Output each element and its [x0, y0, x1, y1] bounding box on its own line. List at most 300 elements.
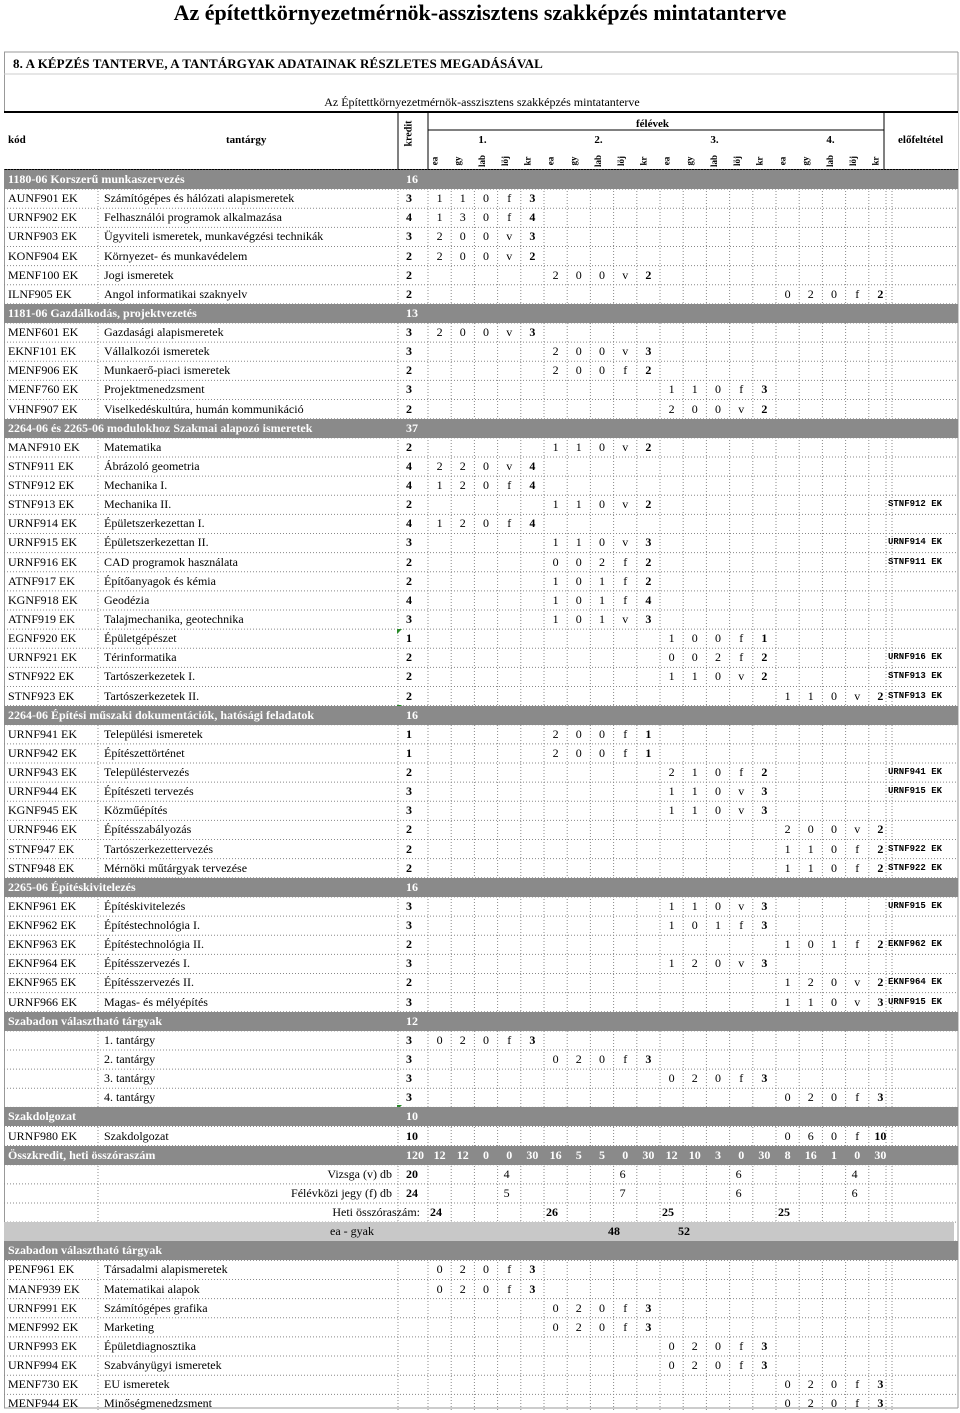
semester-cell: 2: [691, 956, 698, 971]
section-title: 8. A KÉPZÉS TANTERVE, A TANTÁRGYAK ADATAINAK RÉSZLETES MEGADÁSÁVAL: [13, 56, 543, 71]
semester-cell: f: [507, 210, 512, 225]
credit-value: 10: [406, 1128, 418, 1143]
table-row: [4, 361, 958, 380]
semester-cell: 0: [552, 554, 559, 569]
exam-count-value: 4: [503, 1166, 510, 1181]
subject-code: URNF942 EK: [8, 745, 78, 760]
semester-cell: 2: [459, 516, 466, 531]
semester-cell: 2: [691, 1071, 698, 1086]
elective-title: Szabadon választható tárgyak: [8, 1243, 163, 1258]
table-row: [4, 897, 958, 916]
semester-cell: 0: [598, 267, 605, 282]
sub-header-gy: gy: [568, 156, 579, 166]
semester-cell: v: [738, 898, 745, 913]
credit-value: 16: [406, 879, 418, 894]
semester-cell: 2: [691, 1358, 698, 1373]
semester-cell: 3: [877, 1377, 884, 1392]
prerequisite-code: STNF911 EK: [888, 556, 943, 567]
elective-row: [4, 1356, 958, 1375]
weekly-hours-label: Heti összóraszám:: [332, 1205, 420, 1220]
prerequisite-code: EKNF962 EK: [888, 939, 943, 950]
subject-code: EKNF962 EK: [8, 918, 77, 933]
semester-cell: 0: [784, 1377, 791, 1392]
table-row: [4, 514, 958, 533]
semester-cell: 0: [575, 344, 582, 359]
subject-code: AUNF901 EK: [8, 191, 78, 206]
elective-row: [4, 1394, 958, 1413]
table-row: [4, 266, 958, 285]
semester-cell: 2: [691, 1338, 698, 1353]
table-row: [4, 1050, 958, 1069]
semester-cell: 1: [784, 975, 791, 990]
semester-cell: 1: [784, 841, 791, 856]
sub-header-lab: lab: [593, 154, 604, 168]
weekly-hours-value: 26: [546, 1205, 558, 1220]
semester-cell: 0: [714, 382, 721, 397]
term-grade-count-value: 7: [619, 1185, 626, 1200]
subject-code: VHNF907 EK: [8, 401, 78, 416]
semester-cell: 16: [549, 1147, 562, 1162]
credit-value: 3: [406, 1051, 412, 1066]
semester-cell: 0: [482, 458, 489, 473]
sub-header-ea: ea: [545, 156, 556, 166]
semester-cell: 3: [761, 956, 768, 971]
subject-name: Vállalkozói ismeretek: [104, 344, 210, 359]
subject-name: Ügyviteli ismeretek, munkavégzési technikák: [104, 229, 324, 244]
semester-cell: 0: [784, 1090, 791, 1105]
semester-cell: 1: [830, 937, 837, 952]
credit-value: 2: [406, 975, 412, 990]
semester-cell: 0: [575, 726, 582, 741]
subject-code: KGNF918 EK: [8, 592, 78, 607]
subject-code: STNF923 EK: [8, 688, 75, 703]
semester-cell: 2: [761, 650, 768, 665]
semester-cell: 0: [714, 956, 721, 971]
table-row: [4, 285, 958, 304]
semester-cell: 0: [714, 784, 721, 799]
semester-cell: v: [506, 458, 513, 473]
semester-cell: 1: [691, 382, 698, 397]
term-grade-count-value: 5: [503, 1185, 510, 1200]
semester-cell: 3: [761, 1071, 768, 1086]
semester-cell: 3: [645, 1319, 652, 1334]
table-row: [4, 1088, 958, 1107]
subject-code: MENF100 EK: [8, 267, 79, 282]
credit-value: 4: [406, 592, 412, 607]
subject-code: URNF993 EK: [8, 1338, 78, 1353]
semester-cell: 0: [552, 1319, 559, 1334]
subject-name: Tartószerkezetek I.: [104, 669, 196, 684]
semester-cell: 3: [529, 1262, 536, 1277]
subject-code: MENF730 EK: [8, 1377, 79, 1392]
subject-name: Építésszervezés II.: [104, 975, 194, 990]
semester-cell: f: [739, 918, 744, 933]
credit-value: 2: [406, 554, 412, 569]
semester-cell: 2: [668, 401, 675, 416]
semester-cell: 2: [807, 1396, 814, 1411]
semester-cell: 0: [459, 325, 466, 340]
semester-cell: 3: [529, 191, 536, 206]
semester-header: 4.: [826, 134, 835, 146]
semester-cell: 4: [529, 458, 536, 473]
semester-cell: 1: [691, 765, 698, 780]
semester-cell: 12: [433, 1147, 446, 1162]
subject-code: URNF980 EK: [8, 1128, 78, 1143]
semester-cell: 2: [436, 458, 443, 473]
semester-cell: 8: [784, 1147, 791, 1162]
subject-name: Geodézia: [104, 592, 150, 607]
semester-cell: 0: [784, 1396, 791, 1411]
semester-cell: 0: [668, 1358, 675, 1373]
table-row: [4, 725, 958, 744]
semester-cell: 3: [529, 1032, 536, 1047]
table-row: [4, 763, 958, 782]
semester-cell: 0: [598, 363, 605, 378]
semester-cell: 1: [807, 994, 814, 1009]
elective-row: [4, 1280, 958, 1299]
sub-header-ea: ea: [661, 156, 672, 166]
semester-header: 3.: [710, 134, 719, 146]
semester-cell: 0: [830, 860, 837, 875]
semester-cell: f: [855, 937, 860, 952]
table-row: [4, 380, 958, 399]
semester-cell: 0: [575, 745, 582, 760]
module-title: 1181-06 Gazdálkodás, projektvezetés: [8, 305, 197, 320]
semester-cell: 2: [645, 573, 652, 588]
semester-cell: 0: [482, 248, 489, 263]
semester-cell: 0: [691, 650, 698, 665]
credit-value: 2: [406, 822, 412, 837]
semester-cell: v: [738, 803, 745, 818]
semester-cell: 1: [807, 860, 814, 875]
table-row: [4, 208, 958, 227]
exam-count-value: 6: [735, 1166, 742, 1181]
table-row: [4, 553, 958, 572]
elective-row: [4, 1299, 958, 1318]
semester-cell: 1: [552, 611, 559, 626]
module-header-row: [4, 878, 958, 897]
module-title: 2264-06 és 2265-06 modulokhoz Szakmai alapozó ismeretek: [8, 420, 313, 435]
semester-cell: 0: [714, 1358, 721, 1373]
semester-cell: 3: [877, 994, 884, 1009]
semester-cell: 2: [877, 860, 884, 875]
semester-cell: 0: [622, 1147, 629, 1162]
table-row: [4, 457, 958, 476]
semester-cell: v: [506, 229, 513, 244]
semester-cell: 3: [645, 611, 652, 626]
subject-code: [8, 1069, 102, 1088]
table-row: [4, 687, 958, 706]
subject-name: Épületszerkezettan II.: [104, 535, 209, 550]
prerequisite-code: URNF915 EK: [888, 786, 943, 797]
semester-cell: f: [623, 554, 628, 569]
credit-value: 16: [406, 707, 418, 722]
semester-cell: 4: [645, 592, 652, 607]
semester-cell: 3: [877, 1396, 884, 1411]
sub-header-kr: kr: [754, 156, 765, 166]
semester-cell: 1: [668, 382, 675, 397]
prerequisite-code: STNF912 EK: [888, 499, 943, 510]
header-tantargy: tantárgy: [226, 134, 267, 146]
credit-value: 3: [406, 803, 412, 818]
semester-cell: 1: [830, 1147, 837, 1162]
module-header-row: [4, 419, 958, 438]
semester-cell: f: [855, 1396, 860, 1411]
semester-cell: f: [623, 1300, 628, 1315]
semester-cell: f: [739, 631, 744, 646]
semester-cell: 0: [598, 1051, 605, 1066]
semester-cell: 1: [668, 669, 675, 684]
semester-cell: 1: [807, 688, 814, 703]
prerequisite-code: URNF915 EK: [888, 900, 943, 911]
semester-cell: f: [623, 592, 628, 607]
credit-value: 16: [406, 172, 418, 186]
semester-cell: 0: [482, 516, 489, 531]
semester-cell: 0: [714, 669, 721, 684]
prerequisite-code: URNF941 EK: [888, 767, 943, 778]
sub-header-kr: kr: [522, 156, 533, 166]
semester-cell: 3: [761, 784, 768, 799]
elective-row: [4, 1375, 958, 1394]
semester-cell: 1: [598, 611, 605, 626]
subject-code: EKNF101 EK: [8, 344, 77, 359]
table-row: [4, 610, 958, 629]
semester-cell: 2: [552, 745, 559, 760]
exam-count-total: 20: [406, 1166, 418, 1181]
subject-name: Marketing: [104, 1319, 154, 1334]
subject-code: URNF943 EK: [8, 765, 78, 780]
subject-code: KGNF945 EK: [8, 803, 78, 818]
semester-cell: f: [739, 765, 744, 780]
subject-name: Közműépítés: [104, 803, 168, 818]
semester-cell: 2: [807, 1090, 814, 1105]
credit-value: 3: [406, 1090, 412, 1105]
subject-code: MANF910 EK: [8, 439, 80, 454]
semester-cell: 5: [575, 1147, 582, 1162]
table-row: [4, 782, 958, 801]
semester-cell: 1: [552, 497, 559, 512]
header-felevek: félévek: [636, 118, 669, 130]
semester-cell: f: [855, 1090, 860, 1105]
credit-value: 3: [406, 382, 412, 397]
sub-header-ea: ea: [777, 156, 788, 166]
semester-cell: 2: [714, 650, 721, 665]
semester-cell: 2: [459, 1032, 466, 1047]
semester-cell: 0: [784, 1128, 791, 1143]
semester-cell: 0: [714, 631, 721, 646]
semester-cell: 3: [714, 1147, 721, 1162]
subject-name: Építésszervezés I.: [104, 956, 190, 971]
semester-cell: 1: [691, 803, 698, 818]
semester-cell: f: [739, 1338, 744, 1353]
subject-name: Épületgépészet: [104, 631, 177, 646]
credit-value: 2: [406, 573, 412, 588]
subject-name: Épületszerkezettan I.: [104, 516, 205, 531]
semester-cell: 2: [645, 267, 652, 282]
credit-value: 1: [406, 745, 412, 760]
subject-code: URNF966 EK: [8, 994, 78, 1009]
semester-cell: 12: [665, 1147, 678, 1162]
subject-name: Gazdasági alapismeretek: [104, 325, 224, 340]
table-row: [4, 820, 958, 839]
semester-cell: 0: [506, 1147, 513, 1162]
semester-cell: v: [622, 344, 629, 359]
semester-cell: 0: [807, 822, 814, 837]
credit-value: 3: [406, 1071, 412, 1086]
semester-cell: 1: [784, 937, 791, 952]
module-title: 2265-06 Építéskivitelezés: [8, 879, 136, 894]
credit-value: 2: [406, 363, 412, 378]
table-row: [4, 916, 958, 935]
credit-value: 12: [406, 1013, 418, 1028]
semester-cell: 0: [575, 554, 582, 569]
semester-cell: 0: [575, 573, 582, 588]
table-row: [4, 629, 958, 648]
semester-cell: 0: [830, 822, 837, 837]
semester-cell: f: [855, 841, 860, 856]
semester-cell: v: [854, 688, 861, 703]
semester-cell: v: [854, 822, 861, 837]
semester-cell: 30: [758, 1147, 771, 1162]
semester-cell: 2: [645, 497, 652, 512]
credit-value: 2: [406, 860, 412, 875]
exam-count-value: 4: [851, 1166, 858, 1181]
semester-cell: 0: [830, 1377, 837, 1392]
subject-code: STNF912 EK: [8, 478, 75, 493]
semester-cell: 2: [877, 841, 884, 856]
table-row: [4, 247, 958, 266]
semester-cell: f: [507, 1262, 512, 1277]
subject-name: Magas- és mélyépítés: [104, 994, 208, 1009]
subject-name: Mechanika II.: [104, 497, 172, 512]
semester-cell: 2: [459, 1262, 466, 1277]
semester-cell: 0: [830, 688, 837, 703]
subject-code: EGNF920 EK: [8, 631, 77, 646]
subject-code: [8, 1031, 102, 1050]
subject-code: STNF922 EK: [8, 669, 75, 684]
prerequisite-code: STNF922 EK: [888, 843, 943, 854]
subject-code: KONF904 EK: [8, 248, 78, 263]
semester-cell: 3: [761, 898, 768, 913]
module-title: Szakdolgozat: [8, 1109, 77, 1124]
subject-name: Felhasználói programok alkalmazása: [104, 210, 282, 225]
semester-cell: 0: [482, 229, 489, 244]
sub-header-kr: kr: [870, 156, 881, 166]
semester-cell: f: [739, 1071, 744, 1086]
semester-cell: 0: [459, 248, 466, 263]
term-grade-count-value: 6: [735, 1185, 742, 1200]
credit-value: 2: [406, 650, 412, 665]
semester-cell: 0: [598, 497, 605, 512]
header-kod: kód: [8, 134, 26, 146]
sub-header-löj: löj: [847, 156, 858, 166]
semester-cell: 2: [645, 554, 652, 569]
subject-name: Települési ismeretek: [104, 726, 203, 741]
semester-cell: 0: [482, 1032, 489, 1047]
semester-cell: 2: [575, 1300, 582, 1315]
subject-code: URNF946 EK: [8, 822, 78, 837]
semester-cell: 0: [459, 229, 466, 244]
subject-name: Építésszabályozás: [104, 822, 192, 837]
table-row: [4, 667, 958, 686]
weekly-hours-value: 25: [662, 1205, 674, 1220]
credit-value: 2: [406, 937, 412, 952]
credit-value: 2: [406, 267, 412, 282]
sub-header-löj: löj: [731, 156, 742, 166]
semester-cell: 3: [761, 918, 768, 933]
semester-cell: 1: [668, 631, 675, 646]
semester-cell: 3: [645, 1051, 652, 1066]
subject-name: Számítógépes és hálózati alapismeretek: [104, 191, 295, 206]
table-row: [4, 495, 958, 514]
exam-count-label: Vizsga (v) db: [327, 1166, 392, 1181]
prerequisite-code: URNF916 EK: [888, 652, 943, 663]
semester-cell: 30: [526, 1147, 539, 1162]
weekly-hours-value: 24: [430, 1205, 442, 1220]
semester-cell: v: [506, 325, 513, 340]
semester-cell: 0: [830, 975, 837, 990]
prerequisite-code: STNF922 EK: [888, 862, 943, 873]
semester-cell: 2: [459, 478, 466, 493]
semester-cell: 30: [874, 1147, 887, 1162]
subject-name: Településtervezés: [104, 765, 190, 780]
semester-cell: 1: [668, 803, 675, 818]
semester-cell: 2: [645, 439, 652, 454]
table-row: [4, 342, 958, 361]
prerequisite-code: URNF914 EK: [888, 537, 943, 548]
sub-header-gy: gy: [684, 156, 695, 166]
subject-code: [8, 1050, 102, 1069]
semester-cell: 1: [575, 535, 582, 550]
semester-cell: 1: [552, 535, 559, 550]
semester-cell: v: [854, 975, 861, 990]
prerequisite-code: STNF913 EK: [888, 690, 943, 701]
subject-name: Tartószerkezettervezés: [104, 841, 214, 856]
credit-value: 3: [406, 229, 412, 244]
semester-cell: 1: [552, 592, 559, 607]
semester-cell: 1: [598, 592, 605, 607]
semester-cell: f: [507, 478, 512, 493]
semester-cell: 0: [830, 1090, 837, 1105]
subject-name: 2. tantárgy: [104, 1051, 156, 1066]
module-title: Szabadon választható tárgyak: [8, 1013, 163, 1028]
subject-name: Projektmenedzsment: [104, 382, 205, 397]
subject-name: Szakdolgozat: [104, 1128, 169, 1143]
table-row: [4, 859, 958, 878]
subject-code: STNF911 EK: [8, 458, 74, 473]
semester-cell: 0: [598, 439, 605, 454]
subject-code: EKNF961 EK: [8, 898, 77, 913]
subject-code: URNF902 EK: [8, 210, 78, 225]
semester-cell: 0: [482, 478, 489, 493]
credit-value: 2: [406, 286, 412, 301]
subject-name: Épületdiagnosztika: [104, 1338, 196, 1353]
semester-cell: v: [738, 669, 745, 684]
semester-cell: 0: [598, 726, 605, 741]
semester-cell: 3: [459, 210, 466, 225]
credit-value: 4: [406, 516, 412, 531]
table-row: [4, 189, 958, 208]
semester-cell: f: [855, 1377, 860, 1392]
table-row: [4, 840, 958, 859]
table-title: Az Építettkörnyezetmérnök-asszisztens szakképzés mintatanterve: [324, 95, 640, 109]
semester-cell: 0: [598, 1300, 605, 1315]
semester-cell: 1: [784, 688, 791, 703]
semester-cell: 1: [668, 898, 675, 913]
semester-cell: 0: [552, 1051, 559, 1066]
subject-code: PENF961 EK: [8, 1262, 75, 1277]
prerequisite-code: EKNF964 EK: [888, 977, 943, 988]
